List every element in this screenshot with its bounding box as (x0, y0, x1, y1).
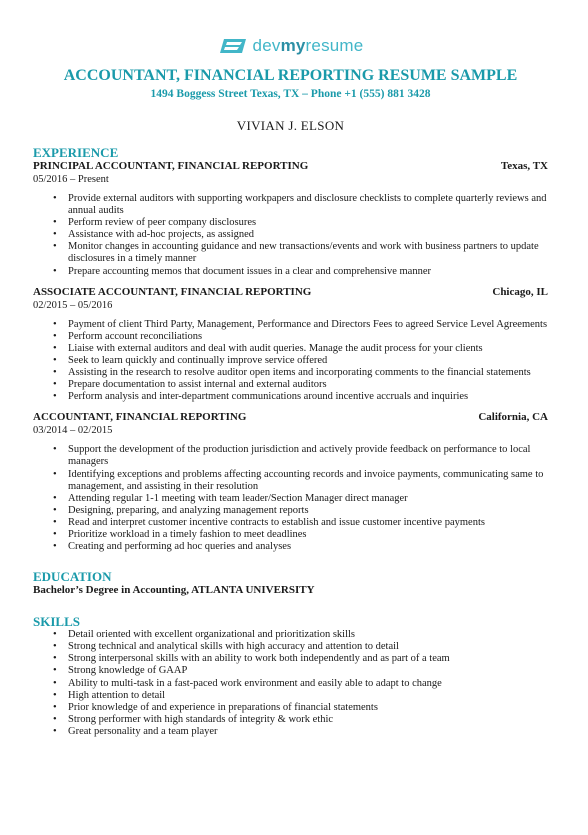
duty-item: • Liaise with external auditors and deal with audit queries. Manage the audit process for your clients (53, 343, 548, 355)
skill-item: • Strong knowledge of GAAP (53, 665, 548, 677)
education-heading: EDUCATION (33, 569, 112, 585)
candidate-name: VIVIAN J. ELSON (236, 118, 345, 133)
site-logo[interactable] (33, 0, 548, 57)
skill-item: • Strong technical and analytical skills with high accuracy and attention to detail (53, 641, 548, 653)
duty-item: • Payment of client Third Party, Management, Performance and Directors Fees to agreed Service Level Agreements (53, 319, 548, 331)
logo-wordmark: devmyresume (252, 36, 364, 55)
document-title: ACCOUNTANT, FINANCIAL REPORTING RESUME SAMPLE (63, 67, 518, 84)
job-duties-list (33, 444, 548, 553)
duty-item: • Attending regular 1-1 meeting with team leader/Section Manager direct manager (53, 493, 548, 505)
skill-item: • Strong interpersonal skills with an ability to work both independently and as part of a team (53, 653, 548, 665)
duty-item: • Read and interpret customer incentive contracts to establish and issue customer incentive payments (53, 517, 548, 529)
education-degree: Bachelor’s Degree in Accounting, ATLANTA UNIVERSITY (33, 584, 315, 597)
job-location: Chicago, IL (492, 285, 548, 298)
duty-item: • Designing, preparing, and analyzing management reports (53, 505, 548, 517)
job-header (33, 286, 548, 299)
job-header (33, 411, 548, 424)
skills-list (33, 629, 548, 738)
skill-item: • Prior knowledge of and experience in preparations of financial statements (53, 702, 548, 714)
duty-item: • Assistance with ad-hoc projects, as assigned (53, 229, 548, 241)
duty-item: • Prioritize workload in a timely fashion to meet deadlines (53, 529, 548, 541)
contact-info: 1494 Boggess Street Texas, TX – Phone +1 (555) 881 3428 (150, 88, 431, 100)
job-dates: 03/2014 – 02/2015 (33, 425, 113, 437)
job-location: Texas, TX (500, 160, 548, 172)
job-entry (33, 411, 548, 553)
duty-item: • Creating and performing ad hoc queries and analyses (53, 541, 548, 553)
duty-item: • Seek to learn quickly and continually improve service offered (53, 355, 548, 367)
duty-item: • Assisting in the research to resolve auditor open items and incorporating comments to the financial statements (53, 367, 548, 379)
job-dates: 05/2016 – Present (33, 174, 109, 185)
skill-item: • High attention to detail (53, 690, 548, 702)
job-duties-list (33, 193, 548, 278)
duty-item: • Identifying exceptions and problems affecting accounting records and invoice payments, communicating same to management, and assisting in their resolution (53, 469, 548, 493)
experience-heading: EXPERIENCE (33, 145, 119, 160)
duty-item: • Perform analysis and inter-department communications around incentive accruals and inquiries (53, 391, 548, 403)
logo-icon (218, 37, 248, 55)
experience-list (33, 160, 548, 553)
job-title: ASSOCIATE ACCOUNTANT, FINANCIAL REPORTING (33, 285, 312, 298)
duty-item: • Prepare documentation to assist internal and external auditors (53, 379, 548, 391)
skill-item: • Strong performer with high standards of integrity & work ethic (53, 714, 548, 726)
job-location: California, CA (478, 411, 548, 424)
job-entry (33, 286, 548, 404)
skill-item: • Ability to multi-task in a fast-paced work environment and easily able to adapt to change (53, 678, 548, 690)
duty-item: • Perform account reconciliations (53, 331, 548, 343)
skills-heading: SKILLS (33, 614, 80, 630)
skill-item: • Detail oriented with excellent organizational and prioritization skills (53, 629, 548, 641)
job-title: PRINCIPAL ACCOUNTANT, FINANCIAL REPORTING (33, 160, 309, 172)
skill-item: • Great personality and a team player (53, 726, 548, 738)
job-duties-list (33, 319, 548, 404)
job-title: ACCOUNTANT, FINANCIAL REPORTING (33, 411, 247, 424)
job-header (33, 160, 548, 173)
duty-item: • Perform review of peer company disclosures (53, 217, 548, 229)
duty-item: • Support the development of the production jurisdiction and actively provide feedback on performance to local managers (53, 444, 548, 468)
job-dates: 02/2015 – 05/2016 (33, 299, 113, 311)
duty-item: • Provide external auditors with supporting workpapers and disclosure checklists to complete quarterly reviews and annual audits (53, 193, 548, 217)
duty-item: • Prepare accounting memos that document issues in a clear and comprehensive manner (53, 266, 548, 278)
duty-item: • Monitor changes in accounting guidance and new transactions/events and work with business partners to update disclosures in a timely manner (53, 241, 548, 265)
job-entry (33, 160, 548, 278)
